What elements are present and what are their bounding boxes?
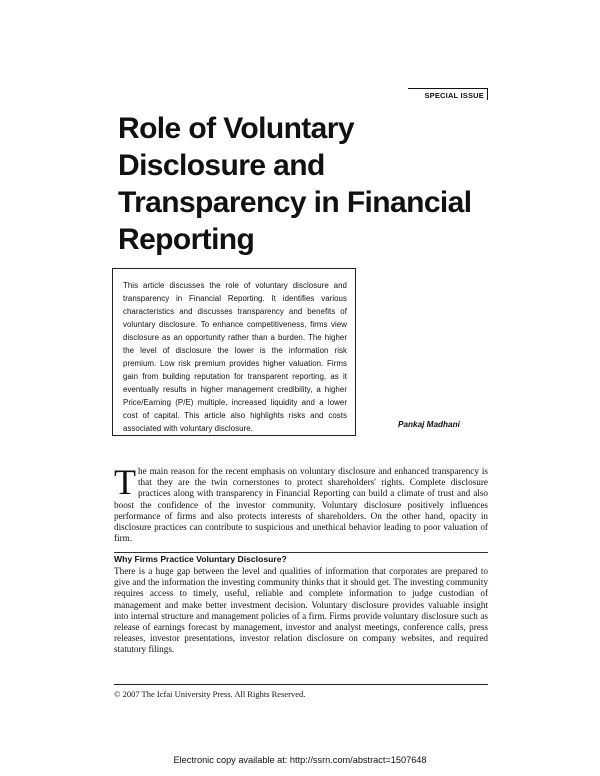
electronic-copy-notice: Electronic copy available at: http://ssrn.com/abstract=1507648 [173,755,427,765]
title-line: Role of Voluntary [118,112,354,145]
footer-divider [114,684,488,685]
intro-paragraph [114,462,488,544]
title-line: Disclosure and [118,149,325,182]
author-name: Pankaj Madhani [398,420,460,429]
intro-paragraph-text: he main reason for the recent emphasis on voluntary disclosure and enhanced transparency is that they are the twin cornerstones to protect shareholders' rights. Complete disclosure practices along with transparency in Financial Reporting can build a climate of trust and also boost the confidence of the investor community. Voluntary disclosure positively influences performance of firms and also protects interests of shareholders. On the other hand, opacity in disclosure practices can contribute to suspicious and unethical behavior leading to poor valuation of firm. [114,466,488,544]
drop-cap: T [114,462,136,502]
abstract-text: This article discusses the role of voluntary disclosure and transparency in Financial Reporting. It identifies various characteristics and discusses transparency and benefits of voluntary disclosure. To enhance competitiveness, firms view disclosure as an opportunity rather than a burden. The higher the level of disclosure the lower is the information risk premium. Low risk premium provides higher valuation. Firms gain from building reputation for transparent reporting, as it eventually results in higher management credibility, a higher Price/Earning (P/E) multiple, increased liquidity and a lower cost of capital. This article also highlights risks and costs associated with voluntary disclosure. [123,281,347,433]
section-heading: Why Firms Practice Voluntary Disclosure? [114,552,488,564]
special-issue-label: SPECIAL ISSUE [408,88,488,100]
title-line: Transparency in Financial [118,186,472,219]
article-title [118,110,498,258]
abstract-box [112,268,356,436]
copyright-notice: © 2007 The Icfai University Press. All Rights Reserved. [114,689,306,699]
title-line: Reporting [118,223,255,256]
section-paragraph: There is a huge gap between the level and qualities of information that corporates are prepared to give and the information the investing community thinks that it should get. The investing community requires access to timely, useful, reliable and complete information to judge custodian of management and make better investment decision. Voluntary disclosure provides valuable insight into internal structure and management policies of a firm. Firms provide voluntary disclosure such as release of earnings forecast by management, investor and analyst meetings, conference calls, press releases, investor presentations, investor relation disclosure on company websites, and required statutory filings. [114,566,488,655]
